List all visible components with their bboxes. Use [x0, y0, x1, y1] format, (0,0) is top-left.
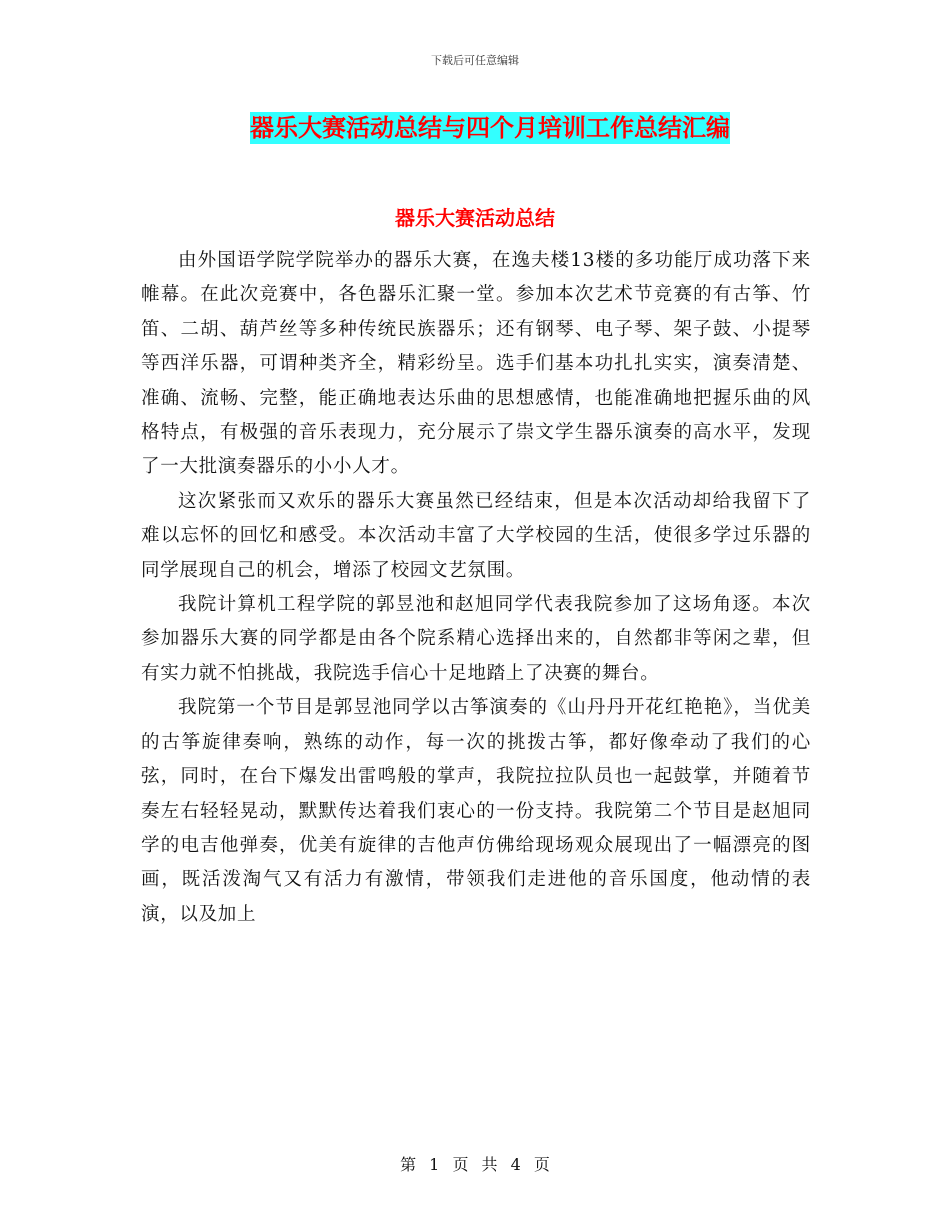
paragraph: 我院第一个节目是郭昱池同学以古筝演奏的《山丹丹开花红艳艳》，当优美的古筝旋律奏响，熟练的动作，每一次的挑拨古筝，都好像牵动了我们的心弦，同时，在台下爆发出雷鸣般的掌声，我院拉拉队员也一起鼓掌，并随着节奏左右轻轻晃动，默默传达着我们衷心的一份支持。我院第二个节目是赵旭同学的电吉他弹奏，优美有旋律的吉他声仿佛给现场观众展现出了一幅漂亮的图画，既活泼淘气又有活力有激情，带领我们走进他的音乐国度，他动情的表演，以及加上 [141, 697, 811, 925]
paragraph: 由外国语学院学院举办的器乐大赛，在逸夫楼13楼的多功能厅成功落下来帷幕。在此次竞赛中，各色器乐汇聚一堂。参加本次艺术节竞赛的有古筝、竹笛、二胡、葫芦丝等多种传统民族器乐；还有钢琴、电子琴、架子鼓、小提琴等西洋乐器，可谓种类齐全，精彩纷呈。选手们基本功扎扎实实，演奏清楚、准确、流畅、完整，能正确地表达乐曲的思想感情，也能准确地把握乐曲的风格特点，有极强的音乐表现力，充分展示了崇文学生器乐演奏的高水平，发现了一大批演奏器乐的小小人才。 [141, 250, 811, 478]
page-header: 下载后可任意编辑 [431, 54, 519, 67]
document-body [141, 244, 811, 932]
paragraph: 我院计算机工程学院的郭昱池和赵旭同学代表我院参加了这场角逐。本次参加器乐大赛的同学都是由各个院系精心选择出来的，自然都非等闲之辈，但有实力就不怕挑战，我院选手信心十足地踏上了决赛的舞台。 [141, 594, 811, 684]
document-title [0, 110, 950, 146]
paragraph: 这次紧张而又欢乐的器乐大赛虽然已经结束，但是本次活动却给我留下了难以忘怀的回忆和感受。本次活动丰富了大学校园的生活，使很多学过乐器的同学展现自己的机会，增添了校园文艺氛围。 [141, 490, 811, 581]
page-number-footer: 第 1 页 共 4 页 [400, 1155, 550, 1174]
section-title: 器乐大赛活动总结 [395, 206, 555, 230]
document-title-text: 器乐大赛活动总结与四个月培训工作总结汇编 [250, 114, 730, 142]
